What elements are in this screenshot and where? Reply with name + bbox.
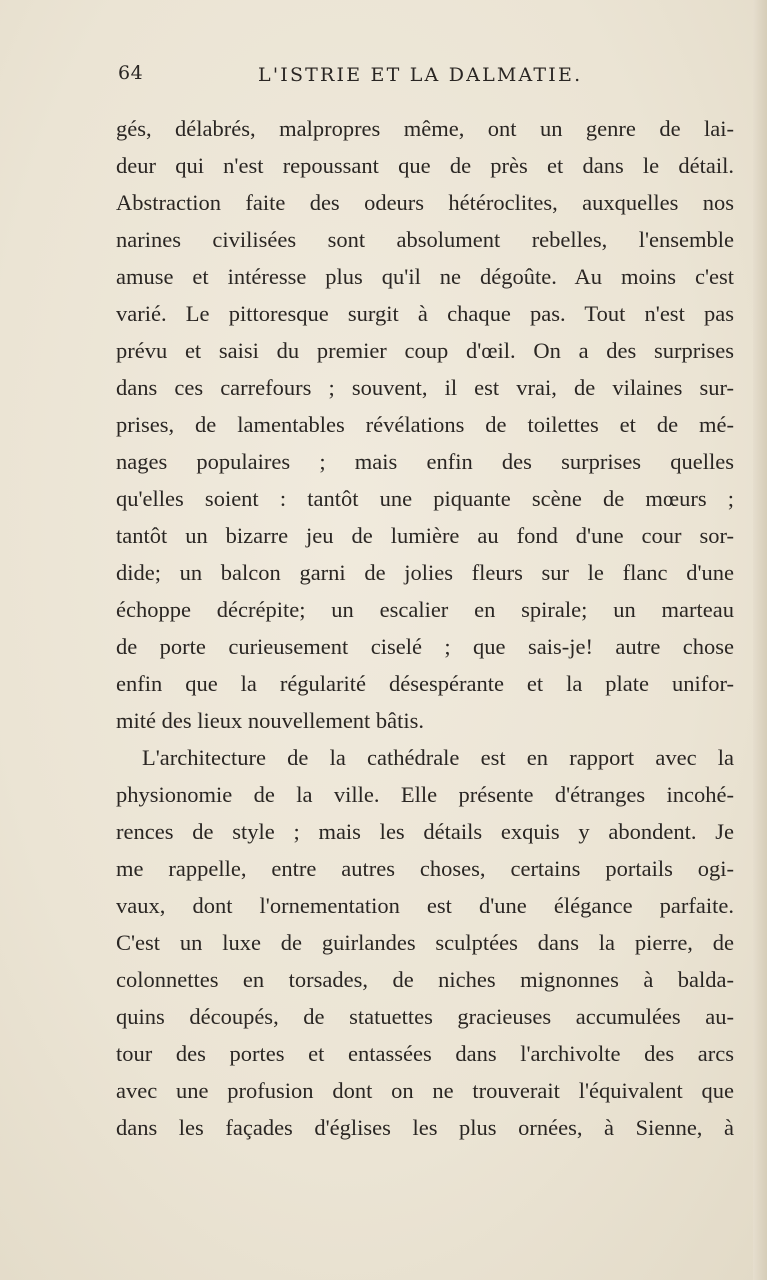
paragraph-1 — [116, 110, 734, 739]
text-line: vaux, dont l'ornementation est d'une élégance parfaite. — [116, 893, 734, 918]
page-header — [118, 62, 718, 94]
text-line: échoppe décrépite; un escalier en spirale; un marteau — [116, 597, 734, 622]
text-line: dide; un balcon garni de jolies fleurs sur le flanc d'une — [116, 560, 734, 585]
paragraph-2 — [116, 739, 734, 1146]
text-line: narines civilisées sont absolument rebelles, l'ensemble — [116, 227, 734, 252]
text-line: L'architecture de la cathédrale est en rapport avec la — [142, 745, 734, 770]
text-line: rences de style ; mais les détails exquis y abondent. Je — [116, 819, 734, 844]
running-title: L'ISTRIE ET LA DALMATIE. — [258, 64, 583, 86]
body-text — [116, 110, 734, 1146]
page-edge — [753, 0, 767, 1280]
page-number: 64 — [118, 62, 144, 84]
text-line: prévu et saisi du premier coup d'œil. On a des surprises — [116, 338, 734, 363]
text-line: nages populaires ; mais enfin des surprises quelles — [116, 449, 734, 474]
text-line: qu'elles soient : tantôt une piquante scène de mœurs ; — [116, 486, 734, 511]
text-line: varié. Le pittoresque surgit à chaque pas. Tout n'est pas — [116, 301, 734, 326]
text-line: de porte curieusement ciselé ; que sais-je! autre chose — [116, 634, 734, 659]
text-line: physionomie de la ville. Elle présente d'étranges incohé- — [116, 782, 734, 807]
text-line: dans ces carrefours ; souvent, il est vrai, de vilaines sur- — [116, 375, 734, 400]
text-line: prises, de lamentables révélations de toilettes et de mé- — [116, 412, 734, 437]
text-line: colonnettes en torsades, de niches mignonnes à balda- — [116, 967, 734, 992]
text-line: tour des portes et entassées dans l'archivolte des arcs — [116, 1041, 734, 1066]
text-line: avec une profusion dont on ne trouverait l'équivalent que — [116, 1078, 734, 1103]
text-line: enfin que la régularité désespérante et la plate unifor- — [116, 671, 734, 696]
text-line: me rappelle, entre autres choses, certains portails ogi- — [116, 856, 734, 881]
text-line: dans les façades d'églises les plus ornées, à Sienne, à — [116, 1115, 734, 1140]
text-line: quins découpés, de statuettes gracieuses accumulées au- — [116, 1004, 734, 1029]
text-line: deur qui n'est repoussant que de près et dans le détail. — [116, 153, 734, 178]
text-line: amuse et intéresse plus qu'il ne dégoûte. Au moins c'est — [116, 264, 734, 289]
text-line: mité des lieux nouvellement bâtis. — [116, 708, 425, 733]
text-line: C'est un luxe de guirlandes sculptées dans la pierre, de — [116, 930, 734, 955]
text-line: Abstraction faite des odeurs hétéroclites, auxquelles nos — [116, 190, 734, 215]
text-line: tantôt un bizarre jeu de lumière au fond d'une cour sor- — [116, 523, 734, 548]
text-line: gés, délabrés, malpropres même, ont un genre de lai- — [116, 116, 734, 141]
